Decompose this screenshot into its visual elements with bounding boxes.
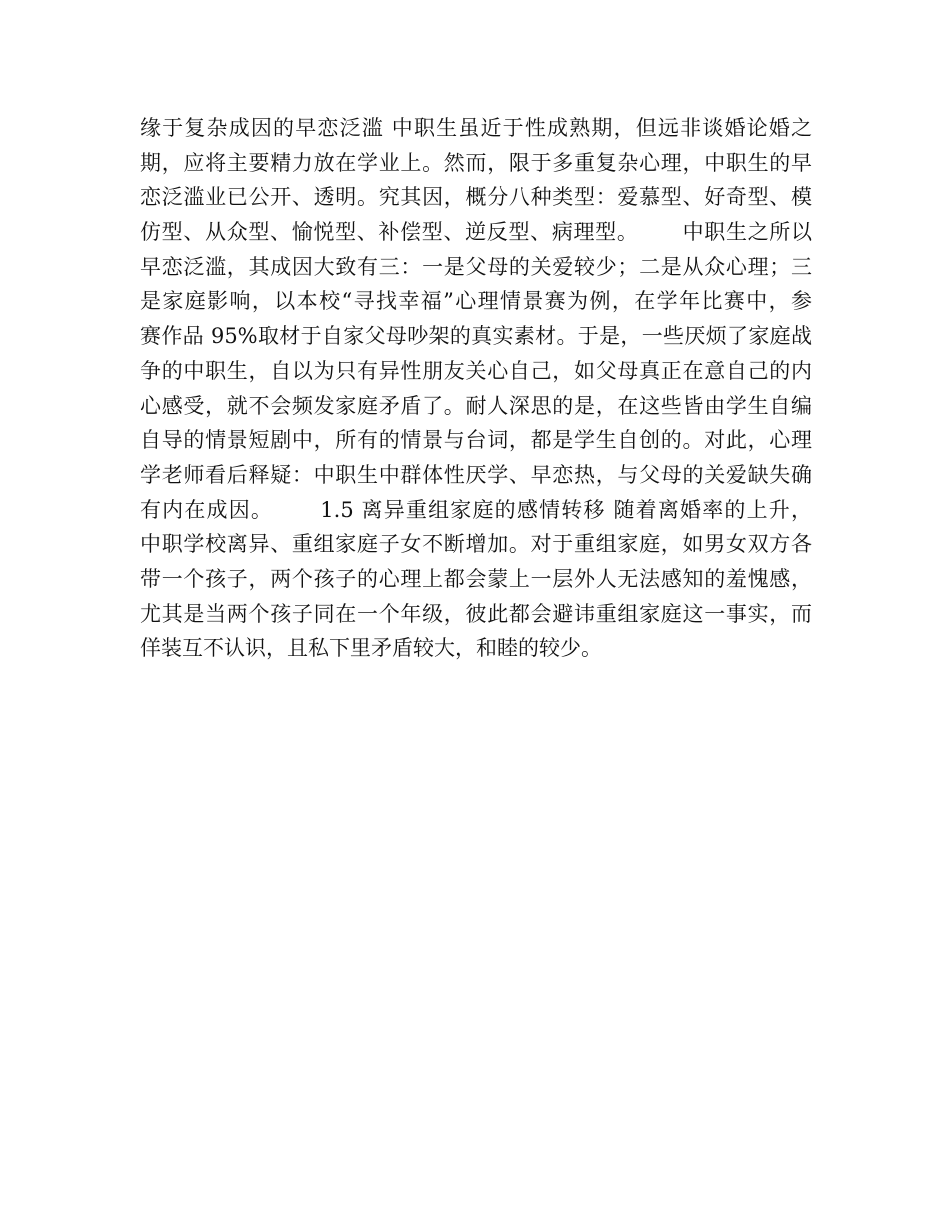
text-line: 带一个孩子，两个孩子的心理上都会蒙上一层外人无法感知的羞愧感， [140, 566, 812, 591]
text-line: 佯装互不认识，且私下里矛盾较大，和睦的较少。 [140, 636, 602, 661]
text-line: 心感受，就不会频发家庭矛盾了。耐人深思的是，在这些皆由学生自编 [140, 393, 812, 418]
text-line: 赛作品 95%取材于自家父母吵架的真实素材。于是，一些厌烦了家庭战 [140, 324, 812, 349]
body-paragraph [140, 111, 812, 666]
text-line: 早恋泛滥，其成因大致有三：一是父母的关爱较少；二是从众心理；三 [140, 254, 812, 279]
text-line: 是家庭影响，以本校“寻找幸福”心理情景赛为例，在学年比赛中，参 [140, 289, 812, 314]
text-line: 期，应将主要精力放在学业上。然而，限于多重复杂心理，中职生的早 [140, 150, 812, 175]
text-line: 中职学校离异、重组家庭子女不断增加。对于重组家庭，如男女双方各 [140, 532, 812, 557]
text-line: 争的中职生，自以为只有异性朋友关心自己，如父母真正在意自己的内 [140, 358, 812, 383]
text-line: 恋泛滥业已公开、透明。究其因，概分八种类型：爱慕型、好奇型、模 [140, 185, 812, 210]
text-line: 尤其是当两个孩子同在一个年级，彼此都会避讳重组家庭这一事实，而 [140, 601, 812, 626]
text-line: 自导的情景短剧中，所有的情景与台词，都是学生自创的。对此，心理 [140, 428, 812, 453]
text-line: 缘于复杂成因的早恋泛滥 中职生虽近于性成熟期，但远非谈婚论婚之 [140, 116, 812, 140]
text-line: 有内在成因。 1.5 离异重组家庭的感情转移 随着离婚率的上升， [140, 497, 812, 522]
text-line: 仿型、从众型、愉悦型、补偿型、逆反型、病理型。 中职生之所以 [140, 220, 812, 245]
text-line: 学老师看后释疑：中职生中群体性厌学、早恋热，与父母的关爱缺失确 [140, 462, 812, 487]
